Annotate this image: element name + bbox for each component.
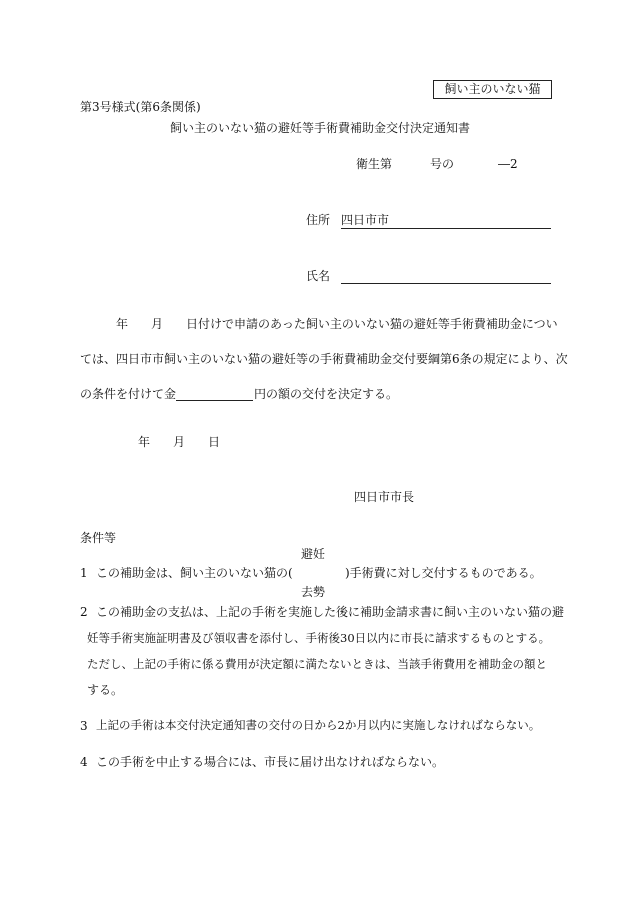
date-year: 年 (138, 435, 151, 449)
body-line-3-before: の条件を付けて金 (80, 387, 177, 401)
category-label: 飼い主のいない猫 (444, 82, 541, 96)
condition-2-line-2: 妊等手術実施証明書及び領収書を添付し、手術後30日以内に市長に請求するものとする。 (87, 631, 551, 645)
category-box (433, 80, 552, 99)
body-line-1: 日付けで申請のあった飼い主のいない猫の避妊等手術費補助金につい (186, 317, 558, 331)
form-number: 第3号様式(第6条関係) (80, 100, 201, 114)
condition-4-number: 4 (80, 755, 88, 769)
condition-3-text: 上記の手術は本交付決定通知書の交付の日から2か月以内に実施しなければならない。 (96, 718, 541, 732)
condition-1-number: 1 (80, 566, 88, 580)
address-line (341, 228, 551, 229)
condition-2-line-1: この補助金の支払は、上記の手術を実施した後に補助金請求書に飼い主のいない猫の避 (96, 605, 565, 619)
condition-1-before: この補助金は、飼い主のいない猫の( (96, 566, 293, 580)
condition-1-lower: 去勢 (301, 585, 326, 599)
condition-1-upper: 避妊 (301, 547, 326, 561)
conditions-heading: 条件等 (80, 531, 117, 545)
body-line-2: ては、四日市市飼い主のいない猫の避妊等の手術費補助金交付要綱第6条の規定により、次 (80, 352, 568, 366)
amount-line (176, 400, 253, 401)
condition-3-number: 3 (80, 719, 88, 733)
document-title: 飼い主のいない猫の避妊等手術費補助金交付決定通知書 (170, 121, 471, 135)
address-value: 四日市市 (341, 213, 390, 227)
name-label: 氏名 (306, 269, 331, 283)
address-label: 住所 (306, 213, 331, 227)
condition-2-line-3: ただし、上記の手術に係る費用が決定額に満たないときは、当該手術費用を補助金の額と (87, 657, 547, 671)
reference-middle: 号の (430, 157, 455, 171)
reference-prefix: 衛生第 (356, 157, 393, 171)
date-day: 日 (208, 435, 221, 449)
condition-1-after: )手術費に対し交付するものである。 (345, 566, 542, 580)
condition-2-line-4: する。 (87, 683, 124, 697)
name-line (341, 283, 551, 284)
body-month: 月 (151, 317, 164, 331)
condition-4-text: この手術を中止する場合には、市長に届け出なければならない。 (96, 755, 445, 769)
issuer: 四日市市長 (354, 490, 415, 504)
date-month: 月 (173, 435, 186, 449)
body-year: 年 (116, 317, 129, 331)
condition-2-number: 2 (80, 605, 88, 619)
body-line-3-after: 円の額の交付を決定する。 (254, 387, 399, 401)
reference-suffix: ―2 (498, 157, 518, 171)
